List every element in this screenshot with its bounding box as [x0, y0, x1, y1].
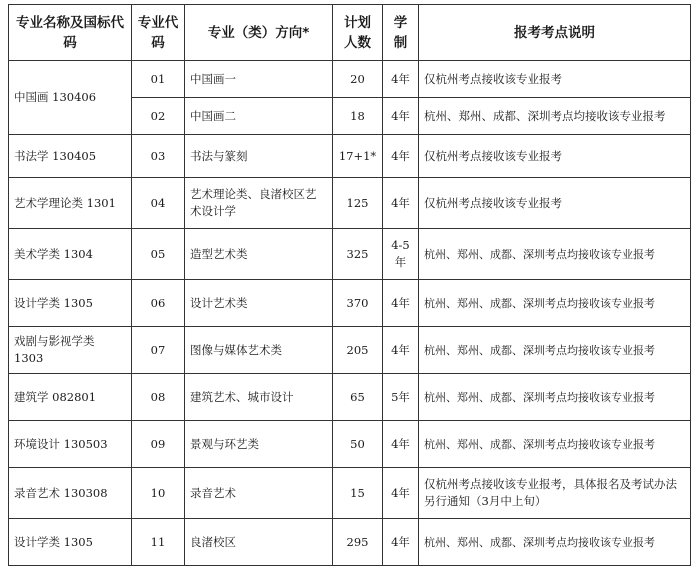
- major-code: 06: [132, 280, 185, 327]
- header-direction: 专业（类）方向*: [185, 5, 333, 61]
- header-major-name: 专业名称及国标代码: [9, 5, 132, 61]
- plan-count: 17+1*: [333, 135, 383, 178]
- direction: 建筑艺术、城市设计: [185, 374, 333, 421]
- study-years: 4年: [383, 61, 419, 98]
- major-code: 09: [132, 421, 185, 468]
- major-name: 环境设计 130503: [9, 421, 132, 468]
- plan-count: 20: [333, 61, 383, 98]
- exam-site-note: 仅杭州考点接收该专业报考: [419, 61, 691, 98]
- direction: 造型艺术类: [185, 229, 333, 280]
- major-code: 04: [132, 178, 185, 229]
- direction: 中国画二: [185, 98, 333, 135]
- study-years: 4年: [383, 421, 419, 468]
- major-code: 05: [132, 229, 185, 280]
- exam-site-note: 杭州、郑州、成都、深圳考点均接收该专业报考: [419, 229, 691, 280]
- major-name: 建筑学 082801: [9, 374, 132, 421]
- plan-count: 50: [333, 421, 383, 468]
- plan-count: 205: [333, 327, 383, 374]
- exam-site-note: 杭州、郑州、成都、深圳考点均接收该专业报考: [419, 280, 691, 327]
- header-years: 学制: [383, 5, 419, 61]
- major-code: 10: [132, 468, 185, 519]
- study-years: 4年: [383, 178, 419, 229]
- major-name: 中国画 130406: [9, 61, 132, 135]
- major-code: 11: [132, 519, 185, 566]
- major-name: 设计学类 1305: [9, 519, 132, 566]
- table-row: [9, 374, 691, 421]
- major-name: 艺术学理论类 1301: [9, 178, 132, 229]
- major-name: 录音艺术 130308: [9, 468, 132, 519]
- exam-site-note: 杭州、郑州、成都、深圳考点均接收该专业报考: [419, 374, 691, 421]
- study-years: 5年: [383, 374, 419, 421]
- major-code: 03: [132, 135, 185, 178]
- direction: 录音艺术: [185, 468, 333, 519]
- direction: 设计艺术类: [185, 280, 333, 327]
- study-years: 4年: [383, 135, 419, 178]
- table-row: [9, 327, 691, 374]
- table-row: [9, 519, 691, 566]
- table-row: [9, 421, 691, 468]
- plan-count: 18: [333, 98, 383, 135]
- exam-site-note: 仅杭州考点接收该专业报考: [419, 135, 691, 178]
- direction: 中国画一: [185, 61, 333, 98]
- exam-site-note: 仅杭州考点接收该专业报考，具体报名及考试办法另行通知（3月中上旬）: [419, 468, 691, 519]
- direction: 书法与篆刻: [185, 135, 333, 178]
- table-row: [9, 135, 691, 178]
- header-note: 报考考点说明: [419, 5, 691, 61]
- plan-count: 370: [333, 280, 383, 327]
- direction: 图像与媒体艺术类: [185, 327, 333, 374]
- table-row: [9, 280, 691, 327]
- header-row: [9, 5, 691, 61]
- exam-site-note: 杭州、郑州、成都、深圳考点均接收该专业报考: [419, 519, 691, 566]
- plan-count: 65: [333, 374, 383, 421]
- table-row: [9, 468, 691, 519]
- major-name: 戏剧与影视学类 1303: [9, 327, 132, 374]
- plan-count: 125: [333, 178, 383, 229]
- exam-site-note: 杭州、郑州、成都、深圳考点均接收该专业报考: [419, 327, 691, 374]
- major-name: 设计学类 1305: [9, 280, 132, 327]
- study-years: 4年: [383, 327, 419, 374]
- table-row: [9, 229, 691, 280]
- enrollment-table: [8, 4, 691, 566]
- plan-count: 15: [333, 468, 383, 519]
- plan-count: 295: [333, 519, 383, 566]
- major-code: 08: [132, 374, 185, 421]
- major-name: 美术学类 1304: [9, 229, 132, 280]
- exam-site-note: 仅杭州考点接收该专业报考: [419, 178, 691, 229]
- header-major-code: 专业代码: [132, 5, 185, 61]
- major-code: 07: [132, 327, 185, 374]
- direction: 良渚校区: [185, 519, 333, 566]
- major-name: 书法学 130405: [9, 135, 132, 178]
- exam-site-note: 杭州、郑州、成都、深圳考点均接收该专业报考: [419, 98, 691, 135]
- study-years: 4年: [383, 98, 419, 135]
- study-years: 4年: [383, 468, 419, 519]
- table-row: [9, 178, 691, 229]
- major-code: 01: [132, 61, 185, 98]
- direction: 艺术理论类、良渚校区艺术设计学: [185, 178, 333, 229]
- exam-site-note: 杭州、郑州、成都、深圳考点均接收该专业报考: [419, 421, 691, 468]
- plan-count: 325: [333, 229, 383, 280]
- direction: 景观与环艺类: [185, 421, 333, 468]
- study-years: 4-5年: [383, 229, 419, 280]
- header-plan: 计划人数: [333, 5, 383, 61]
- table-row: [9, 61, 691, 98]
- study-years: 4年: [383, 519, 419, 566]
- study-years: 4年: [383, 280, 419, 327]
- major-code: 02: [132, 98, 185, 135]
